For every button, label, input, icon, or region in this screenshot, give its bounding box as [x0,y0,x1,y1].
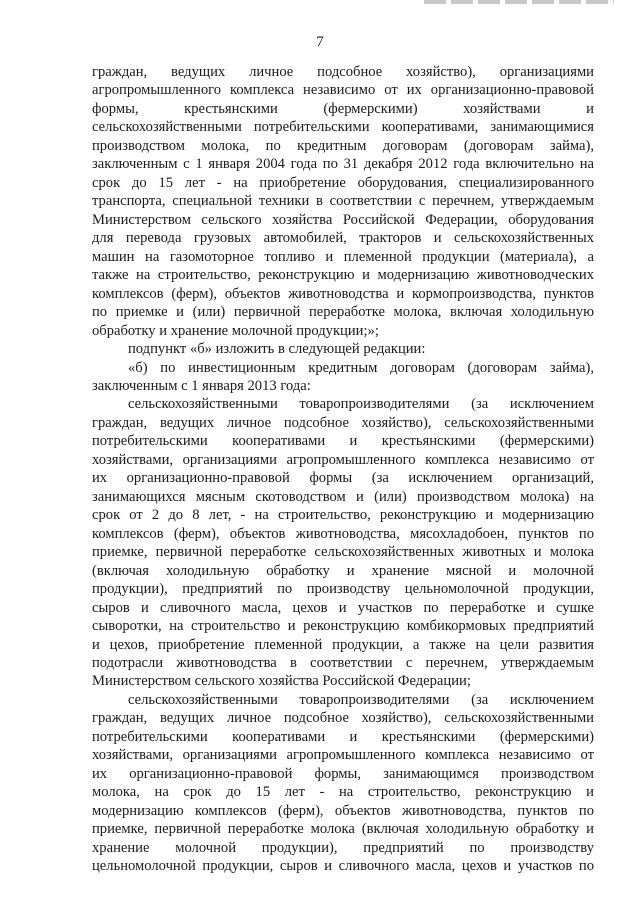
text-line: Министерством сельского хозяйства Российской Федерации, оборудования [92,211,594,228]
text-line: срок до 15 лет - на приобретение оборудования, специализированного [92,174,594,191]
scan-edge-mark [424,0,614,4]
text-line: приемке, первичной переработке молока (включая холодильную обработку и [92,821,594,838]
text-line: сельскохозяйственными товаропроизводителями (за исключением [128,691,594,708]
text-line: для перевода грузовых автомобилей, тракторов и сельскохозяйственных [92,230,594,247]
text-line: продукции), предприятий по производству цельномолочной продукции, [92,581,594,598]
text-line: хранение молочной продукции), предприятий по производству [92,839,594,856]
text-line: комплексов (ферм), объектов животноводства и кормопроизводства, пунктов [92,285,594,302]
text-line: сыров и сливочного масла, цехов и участков по переработке и сушке [92,599,594,616]
text-line: занимающихся мясным скотоводством и (или) производством молока) на [92,488,594,505]
document-body [92,63,594,876]
text-line: хозяйствами, организациями агропромышленного комплекса независимо от [92,747,594,764]
text-line: по приемке и (или) первичной переработке молока, включая холодильную [92,304,594,321]
text-line: «б) по инвестиционным кредитным договорам (договорам займа), [128,359,594,376]
text-line: граждан, ведущих личное подсобное хозяйство), организациями [92,64,594,80]
page-number: 7 [316,34,324,50]
text-line: также на строительство, реконструкцию и модернизацию животноводческих [92,267,594,284]
text-line: молока, на срок до 15 лет - на строительство, реконструкцию и [92,784,594,801]
text-line: заключенным с 1 января 2013 года: [92,377,311,394]
text-line: граждан, ведущих личное подсобное хозяйство), сельскохозяйственными [92,414,594,431]
text-line: срок от 2 до 8 лет, - на строительство, реконструкцию и модернизацию [92,507,594,524]
text-line: их организационно-правовой формы, занимающимся производством [92,765,594,782]
text-line: сыворотки, на строительство и реконструкцию комбикормовых предприятий [92,618,594,635]
text-line: Министерством сельского хозяйства Российской Федерации; [92,673,471,690]
text-line: потребительскими кооперативами и крестьянскими (фермерскими) [92,433,594,450]
text-line: цельномолочной продукции, сыров и сливочного масла, цехов и участков по [92,858,594,875]
text-line: сельскохозяйственными потребительскими кооперативами, занимающимися [92,119,594,136]
text-line: и цехов, приобретение племенной продукции, а также на цели развития [92,636,594,653]
text-line: граждан, ведущих личное подсобное хозяйство), сельскохозяйственными [92,710,594,727]
text-line: потребительскими кооперативами и крестьянскими (фермерскими) [92,728,594,745]
text-line: транспорта, специальной техники в соответствии с перечнем, утверждаемым [92,193,594,210]
text-line: заключенным с 1 января 2004 года по 31 декабря 2012 года включительно на [92,156,594,173]
text-line: приемке, первичной переработке сельскохозяйственных животных и молока [92,544,594,561]
text-line: формы, крестьянскими (фермерскими) хозяйствами и [92,100,594,117]
text-line: производством молока, по кредитным договорам (договорам займа), [92,137,594,154]
text-line: хозяйствами, организациями агропромышленного комплекса независимо от [92,451,594,468]
text-line: (включая холодильную обработку и хранение мясной и молочной [92,562,594,579]
text-line: комплексов (ферм), объектов животноводства, мясохладобоен, пунктов по [92,525,594,542]
text-line: обработку и хранение молочной продукции;»; [92,322,379,339]
text-line: их организационно-правовой формы (за исключением организаций, [92,470,594,487]
text-line: сельскохозяйственными товаропроизводителями (за исключением [128,396,594,413]
text-line: модернизацию комплексов (ферм), объектов животноводства, пунктов по [92,802,594,819]
text-line: машин на газомоторное топливо и племенной продукции (материала), а [92,248,594,265]
text-line: подпункт «б» изложить в следующей редакции: [128,341,426,358]
text-line: подотрасли животноводства в соответствии с перечнем, утверждаемым [92,655,594,671]
text-line: агропромышленного комплекса независимо от их организационно-правовой [92,82,594,99]
